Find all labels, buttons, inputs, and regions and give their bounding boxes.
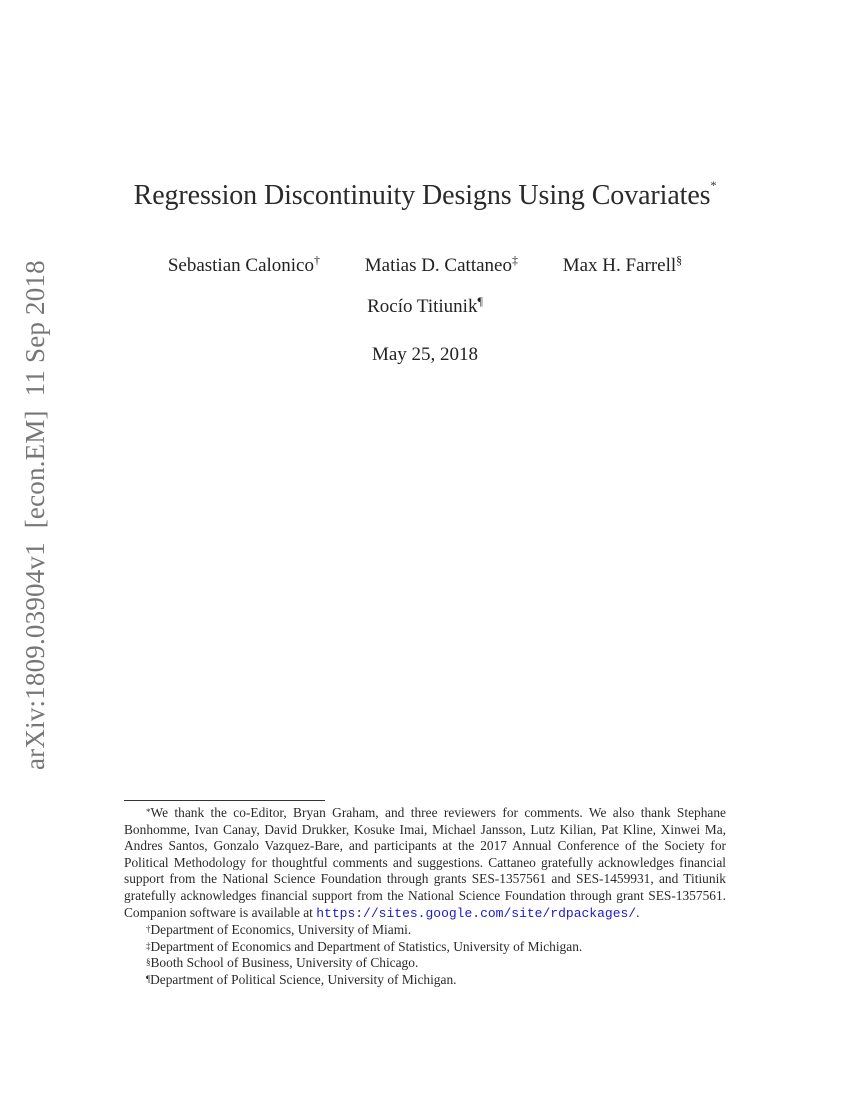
author-name: Max H. Farrell (562, 255, 677, 276)
author-footnote-mark[interactable]: ‡ (511, 253, 518, 267)
footnote-divider (124, 800, 325, 801)
footnote-mark: § (146, 957, 151, 968)
footnote-affiliation (124, 939, 726, 956)
affiliation-text: Department of Economics and Department of Statistics, University of Michigan. (150, 938, 583, 954)
author-name: Matias D. Cattaneo (364, 255, 512, 276)
footnote-affiliation (124, 922, 726, 939)
author-footnote-mark[interactable]: ¶ (477, 294, 483, 308)
author (168, 255, 320, 277)
affiliation-text: Department of Political Science, University of Michigan. (150, 971, 457, 987)
author (563, 255, 682, 277)
author-footnote-mark[interactable]: § (676, 253, 683, 267)
author-list (0, 255, 850, 277)
title-text: Regression Discontinuity Designs Using Covariates (133, 180, 711, 211)
footnote-mark: † (146, 924, 151, 935)
author (367, 296, 483, 318)
footnote-affiliation (124, 972, 726, 989)
affiliation-text: Department of Economics, University of Miami. (150, 922, 412, 938)
affiliation-text: Booth School of Business, University of Chicago. (150, 955, 419, 971)
author-name: Rocío Titiunik (367, 296, 478, 317)
publication-date: May 25, 2018 (371, 344, 479, 365)
footnotes (124, 805, 726, 989)
footnote-acknowledgment (124, 805, 726, 922)
author-list-second-row (0, 296, 850, 318)
title-footnote-mark[interactable]: * (710, 178, 717, 192)
footnote-affiliation (124, 955, 726, 972)
author-name: Sebastian Calonico (167, 255, 314, 276)
footnote-text: We thank the co-Editor, Bryan Graham, and three reviewers for comments. We also thank Stephane Bonhomme, Ivan Canay, David Drukker, Kosuke Imai, Michael Jansson, Lutz Kilian, Pat Kline, Xinwei Ma, Andres Santos, Gonzalo Vazquez-Bare, and participants at the 2017 Annual Conference of the Society for Political Methodology for thoughtful comments and suggestions. Cattaneo gratefully acknowledges financial support from the National Science Foundation through grants SES-1357561 and SES-1459931, and Titiunik gratefully acknowledges financial support from the National Science Foundation through grant SES-1357561. Companion software is available at (124, 805, 726, 920)
footnote-mark: * (146, 807, 151, 817)
paper-title (0, 180, 850, 212)
footnote-mark: ‡ (146, 940, 151, 951)
software-link[interactable]: https://sites.google.com/site/rdpackages/ (316, 905, 637, 921)
author-footnote-mark[interactable]: † (314, 253, 320, 267)
arxiv-identifier-stamp: arXiv:1809.03904v1 [econ.EM] 11 Sep 2018 (20, 260, 50, 770)
author (365, 255, 518, 277)
footnote-trailing: . (636, 904, 640, 920)
footnote-mark: ¶ (146, 973, 151, 984)
